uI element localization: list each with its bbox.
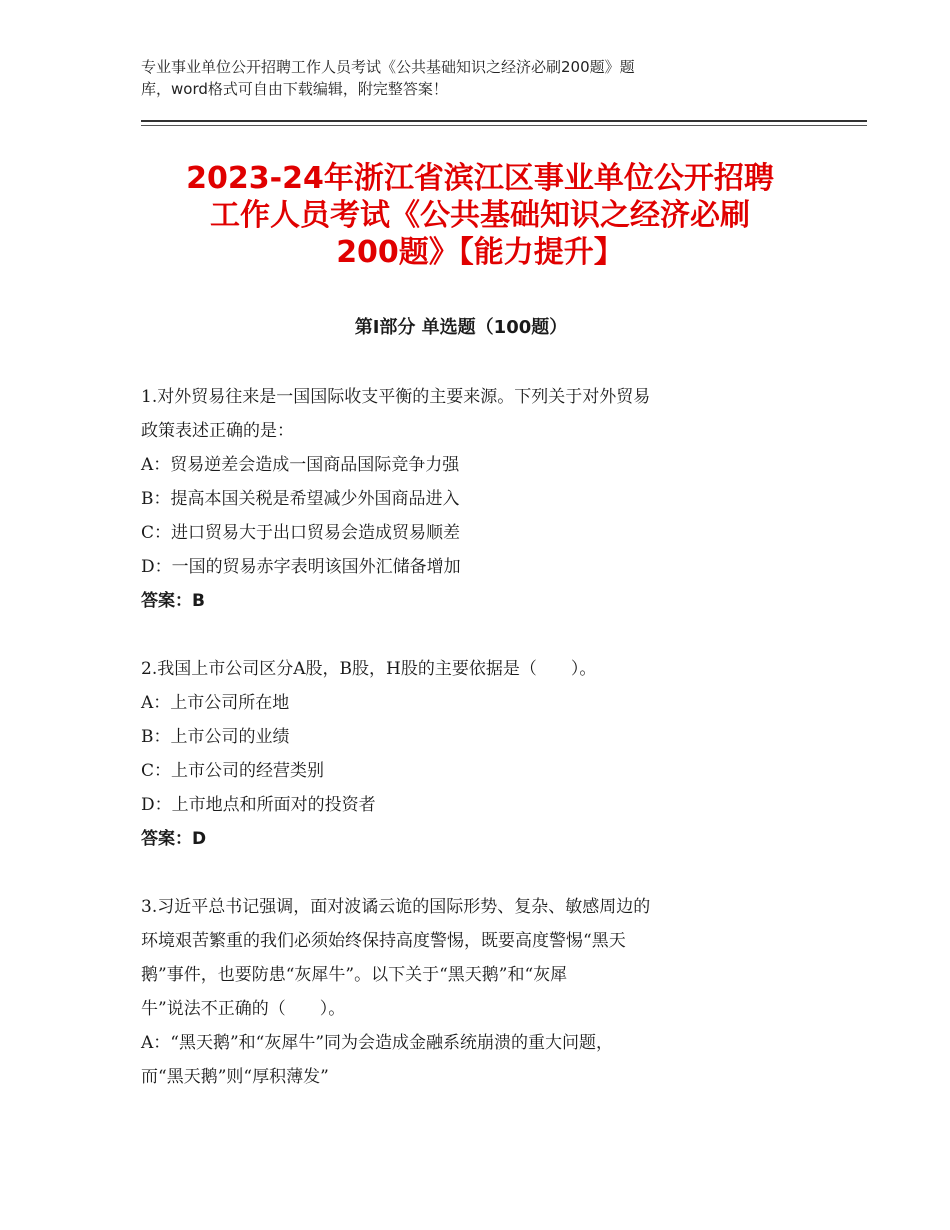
header-note-line: 库，word格式可自由下载编辑，附完整答案！ (141, 80, 448, 98)
question-list (141, 380, 801, 1128)
question-2 (141, 652, 801, 856)
option-d: D：一国的贸易赤字表明该国外汇储备增加 (141, 557, 461, 577)
option-c: C：上市公司的经营类别 (141, 761, 325, 781)
option-c: C：进口贸易大于出口贸易会造成贸易顺差 (141, 523, 461, 543)
section-heading: 第Ⅰ部分 单选题（100题） (354, 317, 568, 338)
option-a-continued: 而“黑天鹅”则“厚积薄发” (141, 1067, 329, 1087)
question-1 (141, 380, 801, 618)
option-a: A：贸易逆差会造成一国商品国际竞争力强 (141, 455, 460, 475)
option-d: D：上市地点和所面对的投资者 (141, 795, 376, 815)
option-a: A：上市公司所在地 (141, 693, 290, 713)
option-b: B：上市公司的业绩 (141, 727, 290, 747)
header-rule-thin (141, 125, 867, 126)
title-line: 2023-24年浙江省滨江区事业单位公开招聘 (186, 161, 774, 196)
answer: 答案：B (141, 591, 205, 611)
question-stem: 1.对外贸易往来是一国国际收支平衡的主要来源。下列关于对外贸易 (141, 387, 651, 407)
title-line: 200题》【能力提升】 (336, 235, 624, 270)
answer: 答案：D (141, 829, 207, 849)
option-b: B：提高本国关税是希望减少外国商品进入 (141, 489, 460, 509)
question-stem: 牛”说法不正确的（ ）。 (141, 999, 346, 1019)
question-stem: 政策表述正确的是： (141, 421, 294, 441)
header-note-line: 专业事业单位公开招聘工作人员考试《公共基础知识之经济必刷200题》题 (141, 58, 635, 76)
option-a: A：“黑天鹅”和“灰犀牛”同为会造成金融系统崩溃的重大问题， (141, 1033, 614, 1053)
question-stem: 3.习近平总书记强调，面对波谲云诡的国际形势、复杂、敏感周边的 (141, 897, 651, 917)
header-rule-thick (141, 120, 867, 122)
question-stem: 2.我国上市公司区分A股，B股，H股的主要依据是（ ）。 (141, 659, 597, 679)
question-3 (141, 890, 801, 1094)
title-line: 工作人员考试《公共基础知识之经济必刷 (210, 198, 750, 233)
document-title (100, 160, 860, 271)
header-note (141, 56, 781, 100)
question-stem: 鹅”事件，也要防患“灰犀牛”。以下关于“黑天鹅”和“灰犀 (141, 965, 568, 985)
question-stem: 环境艰苦繁重的我们必须始终保持高度警惕，既要高度警惕“黑天 (141, 931, 626, 951)
